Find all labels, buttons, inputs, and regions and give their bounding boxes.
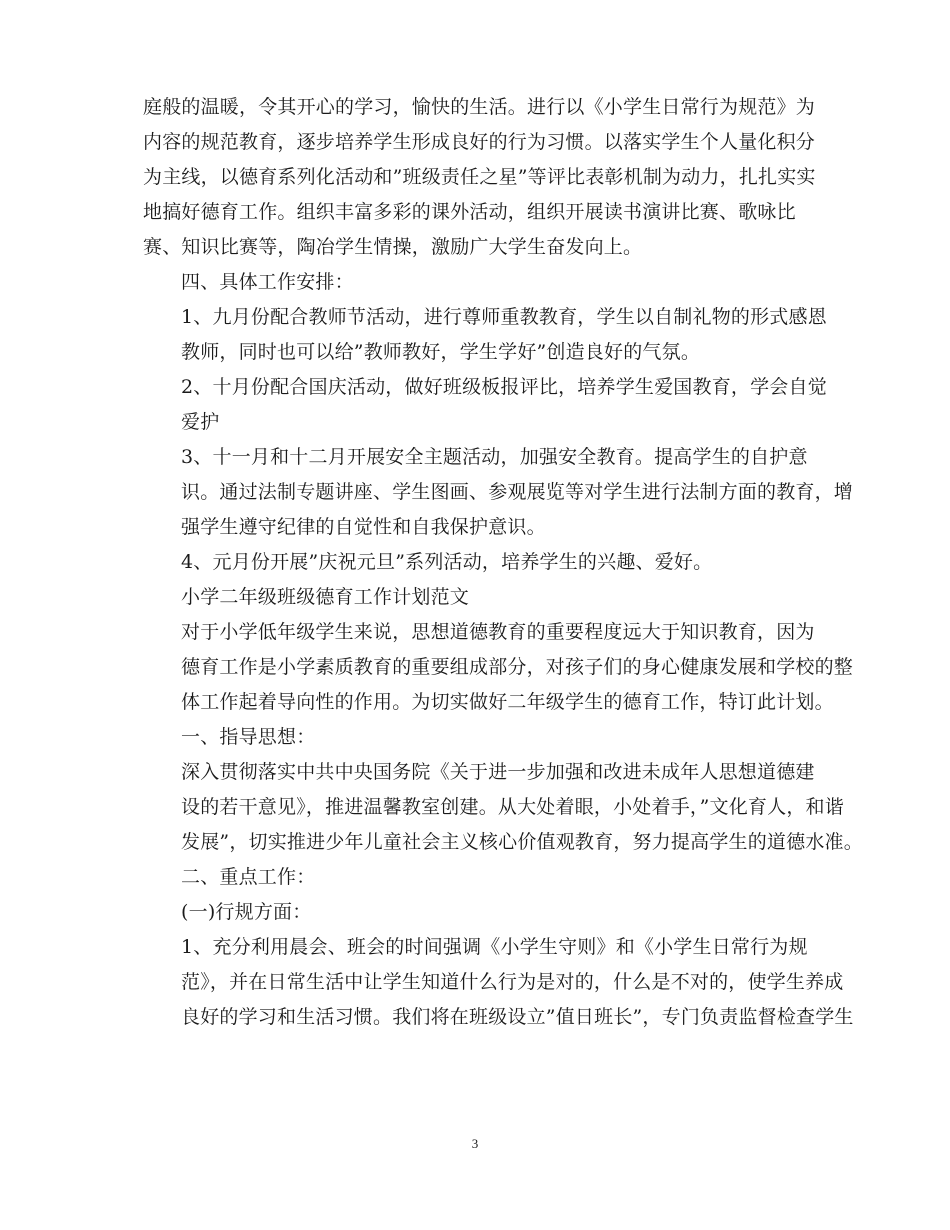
paragraph: [143, 720, 807, 755]
text-line: 二、重点工作：: [181, 866, 316, 888]
paragraph: [143, 755, 863, 860]
paragraph: [143, 300, 827, 370]
text-line: 地搞好德育工作。组织丰富多彩的课外活动，组织开展读书演讲比赛、歌咏比: [143, 201, 796, 223]
text-line: 识。通过法制专题讲座、学生图画、参观展览等对学生进行法制方面的教育，增: [181, 481, 854, 503]
text-line: 深入贯彻落实中共中央国务院《关于进一步加强和改进未成年人思想道德建: [181, 761, 815, 783]
paragraph: [143, 930, 854, 1035]
text-line: (一)行规方面：: [181, 901, 312, 923]
text-line: 爱护: [181, 411, 220, 433]
text-line: 发展”，切实推进少年儿童社会主义核心价值观教育，努力提高学生的道德水准。: [181, 831, 863, 853]
text-line: 3、十一月和十二月开展安全主题活动，加强安全教育。提高学生的自护意: [181, 446, 808, 468]
paragraph: [143, 615, 854, 720]
paragraph: [143, 440, 854, 545]
document-body: [143, 90, 863, 1035]
paragraph: [143, 580, 807, 615]
text-line: 赛、知识比赛等，陶冶学生情操，激励广大学生奋发向上。: [143, 236, 643, 258]
text-line: 对于小学低年级学生来说，思想道德教育的重要程度远大于知识教育，因为: [181, 621, 815, 643]
text-line: 1、充分利用晨会、班会的时间强调《小学生守则》和《小学生日常行为规: [181, 936, 808, 958]
text-line: 为主线，以德育系列化活动和”班级责任之星”等评比表彰机制为动力，扎扎实实: [143, 166, 816, 188]
text-line: 体工作起着导向性的作用。为切实做好二年级学生的德育工作，特订此计划。: [181, 691, 834, 713]
text-line: 庭般的温暖，令其开心的学习，愉快的生活。进行以《小学生日常行为规范》为: [143, 96, 816, 118]
text-line: 内容的规范教育，逐步培养学生形成良好的行为习惯。以落实学生个人量化积分: [143, 131, 816, 153]
paragraph: [143, 860, 807, 895]
paragraph: [143, 370, 827, 440]
text-line: 1、九月份配合教师节活动，进行尊师重教教育，学生以自制礼物的形式感恩: [181, 306, 827, 328]
text-line: 2、十月份配合国庆活动，做好班级板报评比，培养学生爱国教育，学会自觉: [181, 376, 827, 398]
text-line: 小学二年级班级德育工作计划范文: [181, 586, 470, 608]
text-line: 4、元月份开展”庆祝元旦”系列活动，培养学生的兴趣、爱好。: [181, 551, 713, 573]
paragraph: [143, 90, 816, 265]
paragraph: [143, 895, 807, 930]
text-line: 设的若干意见》，推进温馨教室创建。从大处着眼，小处着手，”文化育人，和谐: [181, 796, 844, 818]
text-line: 德育工作是小学素质教育的重要组成部分，对孩子们的身心健康发展和学校的整: [181, 656, 854, 678]
text-line: 教师，同时也可以给”教师教好，学生学好”创造良好的气氛。: [181, 341, 701, 363]
text-line: 良好的学习和生活习惯。我们将在班级设立”值日班长”，专门负责监督检查学生: [181, 1006, 854, 1028]
text-line: 一、指导思想：: [181, 726, 316, 748]
paragraph: [143, 545, 807, 580]
page-number: 3: [471, 1136, 479, 1151]
text-line: 四、具体工作安排：: [181, 271, 354, 293]
text-line: 强学生遵守纪律的自觉性和自我保护意识。: [181, 516, 546, 538]
paragraph: [143, 265, 807, 300]
text-line: 范》，并在日常生活中让学生知道什么行为是对的，什么是不对的，使学生养成: [181, 971, 844, 993]
